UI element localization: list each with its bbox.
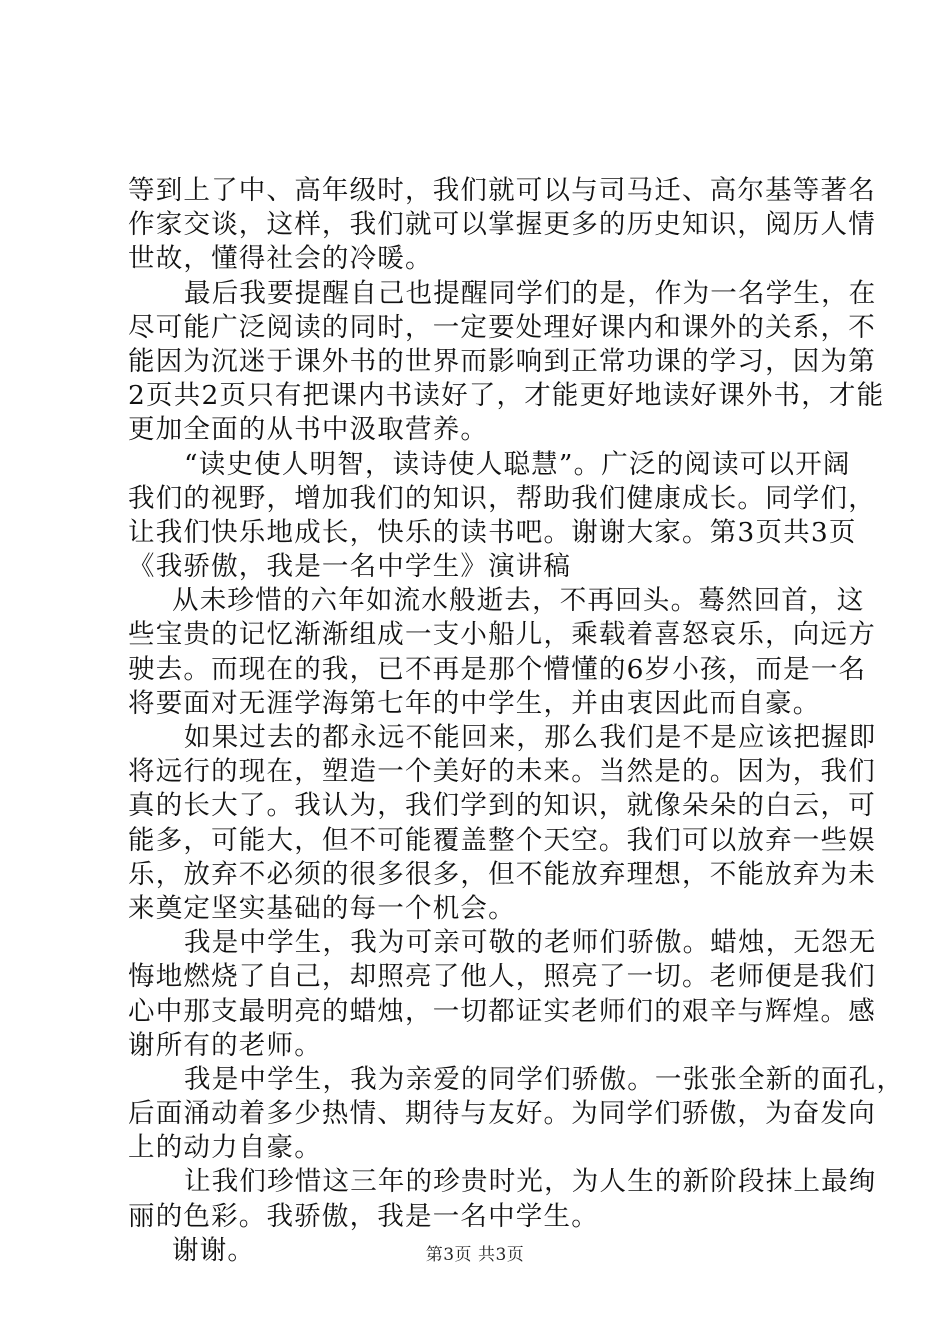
text-line: 将要面对无涯学海第七年的中学生，并由衷因此而自豪。 <box>128 687 821 719</box>
text-line: 世故，懂得社会的冷暖。 <box>128 243 433 275</box>
text-line: 让我们快乐地成长，快乐的读书吧。谢谢大家。第3页共3页 <box>128 516 857 548</box>
text-line: 等到上了中、高年级时，我们就可以与司马迁、高尔基等著名 <box>128 175 876 206</box>
text-line: 心中那支最明亮的蜡烛，一切都证实老师们的艰辛与辉煌。感 <box>128 995 876 1027</box>
text-line: 丽的色彩。我骄傲，我是一名中学生。 <box>128 1200 599 1232</box>
text-line: 谢所有的老师。 <box>128 1029 322 1061</box>
text-line: 能因为沉迷于课外书的世界而影响到正常功课的学习，因为第 <box>128 345 876 377</box>
text-line: 能多，可能大，但不可能覆盖整个天空。我们可以放弃一些娱 <box>128 824 876 856</box>
text-line: “读史使人明智，读诗使人聪慧”。广泛的阅读可以开阔 <box>184 448 851 480</box>
page-footer: 第3页 共3页 <box>425 1245 525 1265</box>
text-line: 将远行的现在，塑造一个美好的未来。当然是的。因为，我们 <box>128 756 876 788</box>
text-line: 我是中学生，我为可亲可敬的老师们骄傲。蜡烛，无怨无 <box>184 927 877 959</box>
text-line: 谢谢。 <box>172 1234 256 1266</box>
text-line: 后面涌动着多少热情、期待与友好。为同学们骄傲，为奋发向 <box>128 1098 876 1130</box>
text-line: 更加全面的从书中汲取营养。 <box>128 414 489 446</box>
text-line: 从未珍惜的六年如流水般逝去，不再回头。蓦然回首，这 <box>172 585 865 617</box>
text-line: 乐，放弃不必须的很多很多，但不能放弃理想，不能放弃为未 <box>128 858 876 890</box>
text-line: 些宝贵的记忆渐渐组成一支小船儿，乘载着喜怒哀乐，向远方 <box>128 619 876 651</box>
text-line: 我们的视野，增加我们的知识，帮助我们健康成长。同学们， <box>128 482 876 514</box>
text-line: 真的长大了。我认为，我们学到的知识，就像朵朵的白云，可 <box>128 790 876 822</box>
text-line: 上的动力自豪。 <box>128 1132 322 1164</box>
text-line: 我是中学生，我为亲爱的同学们骄傲。一张张全新的面孔， <box>184 1063 905 1095</box>
text-line: 尽可能广泛阅读的同时，一定要处理好课内和课外的关系，不 <box>128 311 876 343</box>
text-line: 2页共2页只有把课内书读好了，才能更好地读好课外书，才能 <box>128 380 885 412</box>
text-line: 悔地燃烧了自己，却照亮了他人，照亮了一切。老师便是我们 <box>128 961 876 993</box>
text-line: 作家交谈，这样，我们就可以掌握更多的历史知识，阅历人情 <box>128 209 876 241</box>
text-line: 如果过去的都永远不能回来，那么我们是不是应该把握即 <box>184 722 877 753</box>
text-line: 让我们珍惜这三年的珍贵时光，为人生的新阶段抹上最绚 <box>184 1166 877 1198</box>
text-line: 最后我要提醒自己也提醒同学们的是，作为一名学生，在 <box>184 277 877 309</box>
text-line: 《我骄傲，我是一名中学生》演讲稿 <box>128 551 572 583</box>
text-line: 来奠定坚实基础的每一个机会。 <box>128 892 516 924</box>
document-body <box>128 174 905 1268</box>
text-line: 驶去。而现在的我，已不再是那个懵懂的6岁小孩，而是一名 <box>128 653 867 685</box>
